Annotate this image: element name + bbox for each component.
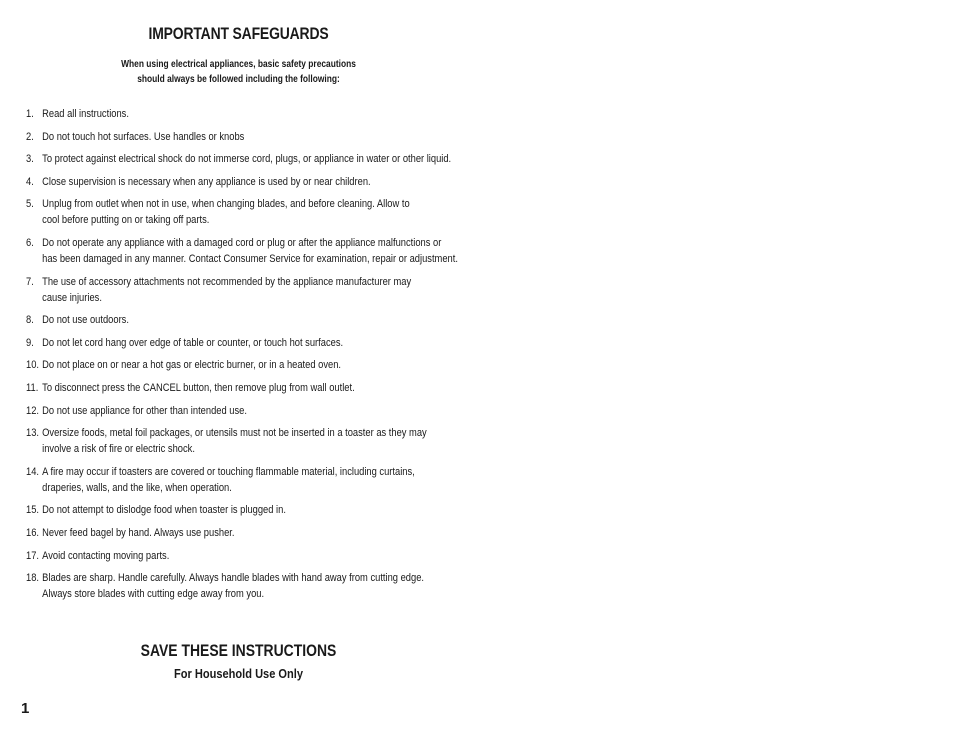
list-item-text: involve a risk of fire or electric shock. (42, 443, 195, 456)
list-item-number: 8. (26, 314, 34, 327)
list-item (26, 548, 467, 564)
list-item-number: 16. (26, 526, 40, 539)
list-item-text: cool before putting on or taking off parts. (42, 214, 210, 227)
list-item-number: 4. (26, 175, 34, 188)
list-item-number: 7. (26, 275, 34, 288)
save-instructions-heading: SAVE THESE INSTRUCTIONS (140, 641, 337, 660)
list-item (26, 335, 467, 351)
list-item (26, 464, 467, 496)
list-item-text: The use of accessory attachments not recommended by the appliance manufacturer may (42, 275, 412, 288)
list-item (26, 403, 467, 419)
list-item-text: Do not operate any appliance with a damaged cord or plug or after the appliance malfunctions or (42, 236, 442, 249)
list-item (26, 106, 467, 122)
household-use-subheading: For Household Use Only (174, 666, 303, 681)
list-item-text: Avoid contacting moving parts. (42, 549, 170, 562)
list-item (26, 274, 467, 306)
list-item-number: 3. (26, 153, 34, 166)
list-item-text: Blades are sharp. Handle carefully. Always handle blades with hand away from cutting edge. (42, 572, 424, 585)
list-item-number: 1. (26, 108, 34, 120)
list-item-text: Unplug from outlet when not in use, when changing blades, and before cleaning. Allow to (42, 198, 410, 211)
list-item (26, 235, 467, 267)
list-item-text: Do not use outdoors. (42, 314, 129, 327)
list-item (26, 174, 467, 190)
list-item-number: 9. (26, 336, 34, 349)
list-item-number: 13. (26, 427, 40, 440)
list-item (26, 502, 467, 518)
list-item-text: To protect against electrical shock do not immerse cord, plugs, or appliance in water or other liquid. (42, 153, 452, 166)
list-item-text: Never feed bagel by hand. Always use pusher. (42, 526, 235, 539)
list-item-number: 11. (26, 381, 39, 394)
list-item-number: 14. (26, 465, 40, 478)
list-item-number: 6. (26, 236, 34, 249)
page-title: IMPORTANT SAFEGUARDS (148, 24, 329, 43)
list-item-text: cause injuries. (42, 291, 102, 304)
intro-text (48, 57, 430, 87)
page-number: 1 (21, 700, 30, 717)
list-item (26, 151, 467, 167)
list-item-number: 10. (26, 359, 40, 372)
list-item (26, 380, 467, 396)
list-item (26, 570, 467, 602)
list-item-text: Do not place on or near a hot gas or electric burner, or in a heated oven. (42, 359, 342, 372)
intro-line-1: When using electrical appliances, basic safety precautions (121, 58, 356, 70)
intro-line-2: should always be followed including the following: (137, 73, 340, 85)
list-item-number: 17. (26, 549, 40, 562)
list-item-text: Do not use appliance for other than intended use. (42, 404, 247, 417)
list-item (26, 357, 467, 373)
safeguards-list (26, 106, 486, 609)
list-item-number: 18. (26, 572, 40, 585)
list-item (26, 525, 467, 541)
list-item-text: Do not attempt to dislodge food when toaster is plugged in. (42, 504, 286, 517)
list-item-text: has been damaged in any manner. Contact Consumer Service for examination, repair or adjustment. (42, 252, 458, 265)
list-item-text: Read all instructions. (42, 108, 129, 120)
list-item-text: A fire may occur if toasters are covered or touching flammable material, including curtains, (42, 465, 415, 478)
list-item-text: Do not let cord hang over edge of table or counter, or touch hot surfaces. (42, 336, 344, 349)
list-item-number: 12. (26, 404, 40, 417)
list-item-number: 5. (26, 198, 34, 211)
list-item (26, 312, 467, 328)
list-item-text: Do not touch hot surfaces. Use handles or knobs (42, 130, 245, 143)
list-item-number: 2. (26, 130, 34, 143)
list-item (26, 196, 467, 228)
list-item-text: Close supervision is necessary when any appliance is used by or near children. (42, 175, 371, 188)
list-item (26, 129, 467, 145)
list-item-text: To disconnect press the CANCEL button, then remove plug from wall outlet. (42, 381, 355, 394)
list-item-text: draperies, walls, and the like, when operation. (42, 481, 232, 494)
list-item-text: Oversize foods, metal foil packages, or utensils must not be inserted in a toaster as they may (42, 427, 427, 440)
list-item (26, 425, 467, 457)
list-item-number: 15. (26, 504, 40, 517)
list-item-text: Always store blades with cutting edge away from you. (42, 588, 265, 601)
